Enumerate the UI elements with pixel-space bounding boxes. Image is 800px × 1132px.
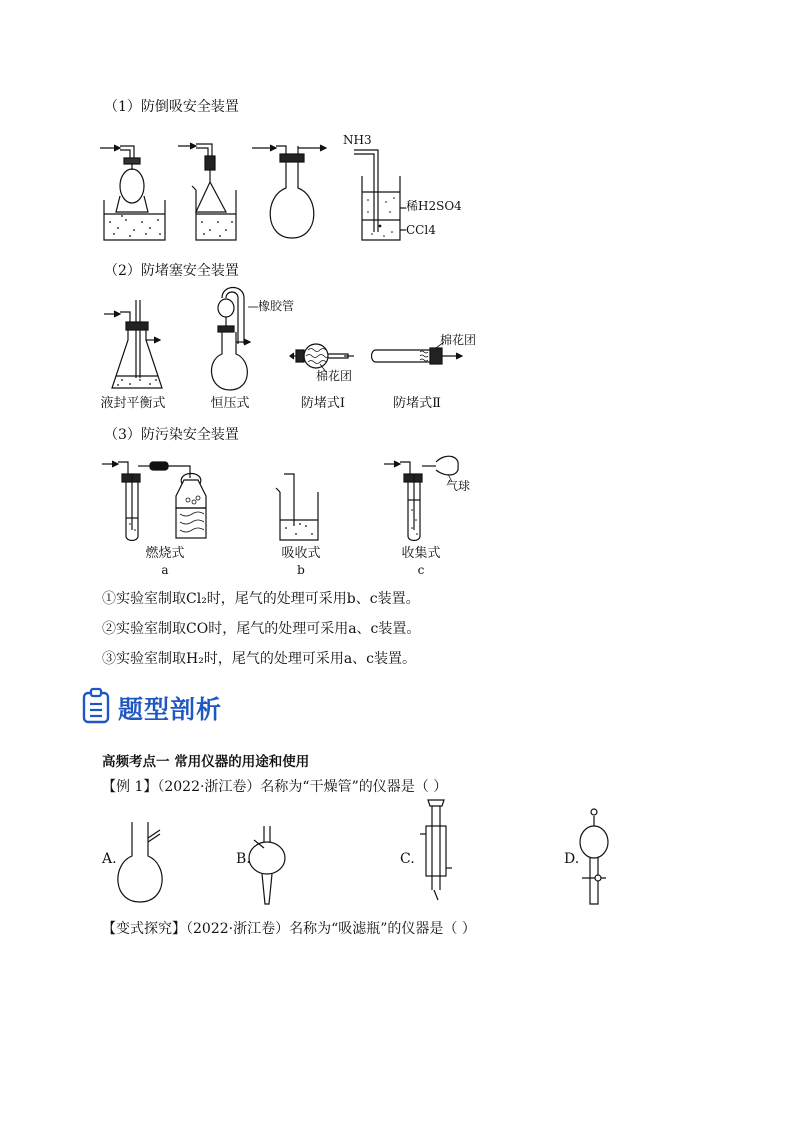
- caption-letter-b: b: [297, 563, 305, 577]
- caption-collection: 收集式: [401, 546, 441, 561]
- label-dilute-h2so4: 稀H2SO4: [406, 199, 462, 213]
- caption-anti-block-2: 防堵式Ⅱ: [393, 396, 441, 411]
- note-1: ①实验室制取Cl₂时，尾气的处理可采用b、c装置。: [102, 591, 420, 607]
- example-question: 【例 1】（2022·浙江卷）名称为“干燥管”的仪器是（ ）: [102, 779, 448, 795]
- caption-liquid-seal: 液封平衡式: [100, 396, 166, 411]
- section-title-anti-suckback: （1）防倒吸安全装置: [104, 99, 239, 115]
- label-nh3: NH3: [343, 133, 372, 147]
- caption-constant-pressure: 恒压式: [210, 396, 250, 411]
- section-title-anti-pollution: （3）防污染安全装置: [104, 427, 239, 443]
- option-a[interactable]: A.: [102, 851, 117, 867]
- option-d[interactable]: D.: [564, 851, 580, 867]
- option-c[interactable]: C.: [400, 851, 415, 867]
- label-cotton-ball-1: 棉花团: [316, 369, 353, 383]
- caption-letter-c: c: [417, 563, 425, 577]
- section-title-anti-clog: （2）防堵塞安全装置: [104, 263, 239, 279]
- note-3: ③实验室制取H₂时，尾气的处理可采用a、c装置。: [102, 651, 417, 667]
- note-2: ②实验室制取CO时，尾气的处理可采用a、c装置。: [102, 621, 421, 637]
- label-rubber-tube: 橡胶管: [258, 299, 295, 313]
- variant-question: 【变式探究】（2022·浙江卷）名称为“吸滤瓶”的仪器是（ ）: [102, 921, 476, 937]
- label-ccl4: CCl4: [406, 223, 436, 237]
- caption-anti-block-1: 防堵式Ⅰ: [300, 396, 346, 411]
- option-b[interactable]: B.: [236, 851, 251, 867]
- caption-absorption: 吸收式: [281, 546, 321, 561]
- label-balloon: 气球: [446, 479, 471, 493]
- label-cotton-ball-2: 棉花团: [440, 333, 477, 347]
- section-heading: 题型剖析: [118, 695, 223, 724]
- caption-letter-a: a: [161, 563, 169, 577]
- caption-combustion: 燃烧式: [145, 546, 185, 561]
- topic-title: 高频考点一 常用仪器的用途和使用: [102, 754, 310, 770]
